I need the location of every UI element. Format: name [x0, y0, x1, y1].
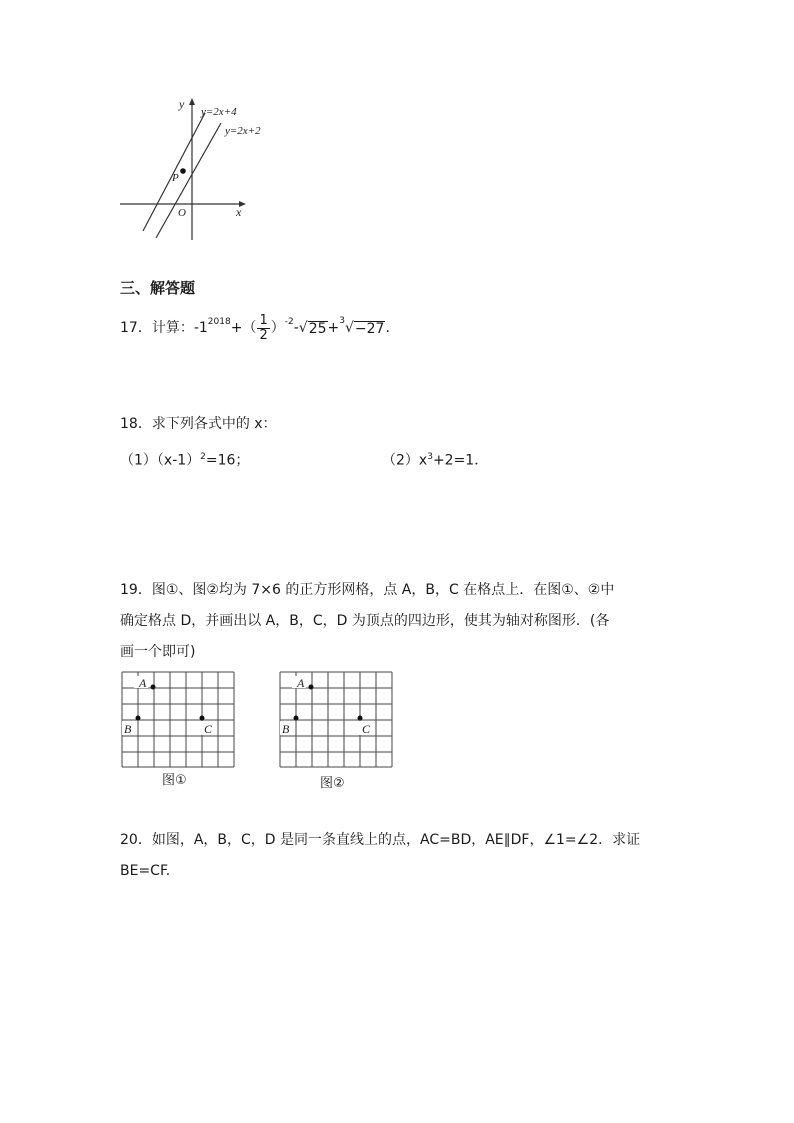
question-19-line-3: 画一个即可): [120, 644, 196, 660]
q17-plus-open: +（: [230, 320, 257, 336]
question-20-line-2: BE=CF.: [120, 863, 171, 879]
q17-radicand-neg27: −27: [354, 320, 385, 337]
q17-exponent-neg2: -2: [284, 316, 294, 327]
grid-2-caption: 图②: [320, 776, 345, 791]
q17-fraction-denominator: 2: [259, 327, 268, 343]
line2-label: y=2x+2: [225, 125, 261, 137]
q17-prefix: 计算：-1: [151, 320, 208, 336]
q18-part1-rest: =16；: [205, 452, 250, 469]
linear-functions-graph: [115, 92, 290, 252]
q17-radicand-25: 25: [308, 320, 327, 337]
q18-part2-main: （2）x: [382, 452, 428, 469]
grid-2-point-c: [358, 716, 363, 721]
grid-1-caption: 图①: [162, 773, 187, 788]
grid-1-point-b: [136, 716, 141, 721]
grid-1-point-a: [151, 685, 156, 690]
q17-radical-sign: √: [344, 320, 354, 336]
point-p: [180, 168, 186, 174]
q17-fraction: [257, 314, 269, 342]
line1-label: y=2x+4: [201, 106, 237, 118]
y-axis-label: y: [179, 97, 185, 111]
q17-number: 17．: [120, 320, 152, 336]
point-p-label: P: [172, 172, 179, 184]
grid-figure-1: [121, 671, 237, 769]
grid-2-label-b: B: [282, 722, 290, 736]
q18-part1-exponent: 2: [200, 452, 206, 462]
q17-minus-sqrt: -√: [293, 320, 308, 336]
question-18: 18．求下列各式中的 x：: [120, 416, 277, 432]
question-18-part-1: [120, 453, 249, 468]
grid-1-point-c: [200, 716, 205, 721]
question-18-part-2: [382, 453, 488, 468]
question-17: [120, 313, 390, 343]
grid-figure-2: [279, 671, 395, 769]
q17-end: .: [385, 320, 390, 336]
q17-cube-index: 3: [339, 315, 345, 326]
question-19-line-2: 确定格点 D，并画出以 A，B，C，D 为顶点的四边形，使其为轴对称图形．(各: [120, 613, 610, 629]
grid-2-label-a: A: [297, 676, 305, 690]
origin-label: O: [178, 207, 186, 219]
x-axis-label: x: [236, 205, 242, 219]
q18-part2-exponent: 3: [427, 452, 433, 462]
q18-part1-main: （1）（x-1）: [120, 452, 201, 469]
line-y-2x-plus-2: [156, 123, 221, 238]
question-19-line-1: 19．图①、图②均为 7×6 的正方形网格，点 A，B，C 在格点上．在图①、②中: [120, 582, 615, 598]
question-20-line-1: 20．如图，A，B，C，D 是同一条直线上的点，AC=BD，AE∥DF，∠1=∠2．求证: [120, 832, 641, 848]
grid-1-label-b: B: [124, 722, 132, 736]
grid-1-label-a: A: [139, 676, 147, 690]
q17-fraction-numerator: 1: [259, 312, 268, 328]
y-axis-arrow: [189, 98, 195, 105]
grid-2-point-a: [309, 685, 314, 690]
q17-plus2: +: [327, 320, 340, 336]
grid-2-point-b: [294, 716, 299, 721]
grid-1-label-c: C: [204, 722, 213, 736]
q17-close-paren: ）: [270, 320, 285, 336]
section-title: 三、解答题: [120, 279, 196, 297]
q17-exponent-2018: 2018: [207, 316, 231, 327]
q18-part2-rest: +2=1．: [432, 452, 489, 469]
grid-2-label-c: C: [362, 722, 371, 736]
